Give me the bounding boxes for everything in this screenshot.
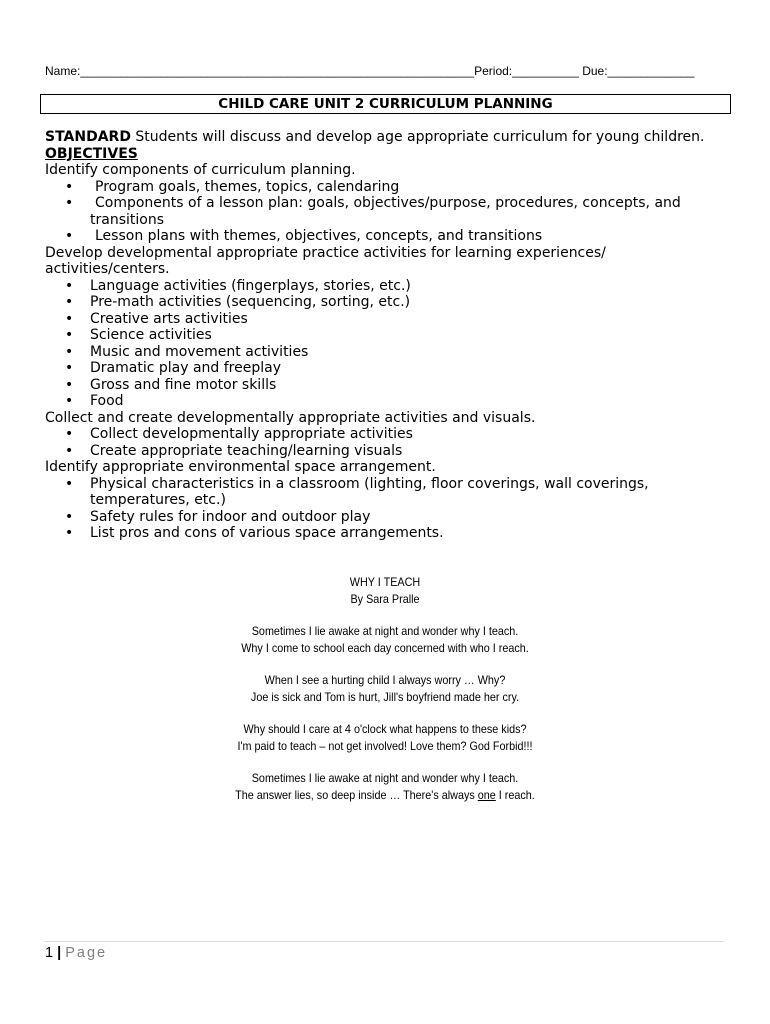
list-item <box>45 278 735 295</box>
bullet-icon: • <box>65 343 74 360</box>
bullet-icon: • <box>65 376 74 393</box>
section-heading: Collect and create developmentally appropriate activities and visuals. <box>45 409 536 426</box>
poem-line: Sometimes I lie awake at night and wonder why I teach. <box>251 624 519 638</box>
standard-label: STANDARD <box>45 129 131 145</box>
footer-divider <box>45 941 723 942</box>
section-heading: Develop developmental appropriate practice activities for learning experiences/ <box>45 244 606 261</box>
list-item-text: Food <box>90 393 124 409</box>
list-item <box>45 443 735 460</box>
bullet-icon: • <box>65 277 74 294</box>
bullet-icon: • <box>65 393 74 409</box>
list-item-text: Pre-math activities (sequencing, sorting, etc.) <box>90 294 411 310</box>
list-item <box>45 476 735 509</box>
bullet-icon: • <box>65 294 74 310</box>
bullet-list <box>45 278 735 410</box>
poem-line: Why I come to school each day concerned with who I reach. <box>241 640 529 655</box>
page-footer <box>45 945 107 961</box>
list-item-continuation: transitions <box>90 211 164 228</box>
standard-statement <box>45 129 735 146</box>
poem-line-part: The answer lies, so deep inside … There's always <box>235 787 478 802</box>
list-item <box>45 525 735 542</box>
bullet-list <box>45 476 735 542</box>
list-item <box>45 509 735 526</box>
list-item-text: Dramatic play and freeplay <box>90 360 281 376</box>
bullet-list <box>45 426 735 459</box>
list-item-text: Collect developmentally appropriate activities <box>90 426 413 442</box>
list-item <box>45 344 735 361</box>
bullet-icon: • <box>65 310 74 327</box>
list-item <box>45 360 735 377</box>
list-item-text: Create appropriate teaching/learning visuals <box>90 442 403 459</box>
poem-line <box>39 787 732 804</box>
list-item-text: Music and movement activities <box>90 343 309 360</box>
bullet-icon: • <box>65 327 74 343</box>
bullet-icon: • <box>65 442 74 459</box>
poem-line: When I see a hurting child I always worry … Why? <box>264 673 506 687</box>
list-item-text: Physical characteristics in a classroom (lighting, floor coverings, wall coverings, <box>90 475 649 492</box>
poem <box>39 574 732 803</box>
objectives-content <box>45 129 735 542</box>
list-item <box>45 195 735 228</box>
list-item <box>45 393 735 410</box>
name-period-due-line: Name:___________________________________________________________Period:__________ Due:_____________ <box>45 64 695 78</box>
list-item <box>45 294 735 311</box>
section-heading: Identify appropriate environmental space arrangement. <box>45 459 436 475</box>
poem-line: Sometimes I lie awake at night and wonder why I teach. <box>251 771 519 785</box>
section-heading: Identify components of curriculum planning. <box>45 162 356 178</box>
list-item-text: Program goals, themes, topics, calendaring <box>95 178 400 195</box>
list-item-text: Language activities (fingerplays, stories, etc.) <box>90 277 411 294</box>
bullet-icon: • <box>65 475 74 492</box>
poem-line: Why should I care at 4 o'clock what happens to these kids? <box>243 722 527 736</box>
list-item <box>45 377 735 394</box>
section-heading-continued: activities/centers. <box>45 261 170 277</box>
poem-author: By Sara Pralle <box>350 591 420 606</box>
list-item-text: Components of a lesson plan: goals, objectives/purpose, procedures, concepts, and <box>95 195 681 211</box>
objectives-heading: OBJECTIVES <box>45 145 138 162</box>
footer-separator: | <box>53 945 66 961</box>
list-item-text: Gross and fine motor skills <box>90 376 277 393</box>
bullet-icon: • <box>65 195 74 211</box>
poem-underlined-word: one <box>477 787 496 802</box>
page-number: 1 <box>45 945 54 961</box>
bullet-icon: • <box>65 228 74 244</box>
poem-title: WHY I TEACH <box>349 575 421 589</box>
list-item-text: Lesson plans with themes, objectives, concepts, and transitions <box>95 228 543 244</box>
list-item <box>45 311 735 328</box>
list-item-text: List pros and cons of various space arrangements. <box>90 525 444 541</box>
list-item <box>45 426 735 443</box>
poem-line-part: I reach. <box>495 787 535 802</box>
standard-text: Students will discuss and develop age appropriate curriculum for young children. <box>130 129 705 145</box>
bullet-icon: • <box>65 508 74 525</box>
list-item-text: Creative arts activities <box>90 310 248 327</box>
bullet-icon: • <box>65 178 74 195</box>
list-item-continuation: temperatures, etc.) <box>90 492 226 508</box>
document-title: CHILD CARE UNIT 2 CURRICULUM PLANNING <box>40 94 731 114</box>
poem-line: I'm paid to teach – not get involved! Love them? God Forbid!!! <box>237 738 533 753</box>
list-item-text: Science activities <box>90 327 212 343</box>
list-item <box>45 327 735 344</box>
bullet-icon: • <box>65 360 74 376</box>
bullet-icon: • <box>65 426 74 442</box>
poem-line: Joe is sick and Tom is hurt, Jill's boyfriend made her cry. <box>250 689 520 704</box>
list-item <box>45 179 735 196</box>
page-label: Page <box>65 945 108 961</box>
bullet-list <box>45 179 735 245</box>
list-item-text: Safety rules for indoor and outdoor play <box>90 508 371 525</box>
bullet-icon: • <box>65 525 74 541</box>
list-item <box>45 228 735 245</box>
